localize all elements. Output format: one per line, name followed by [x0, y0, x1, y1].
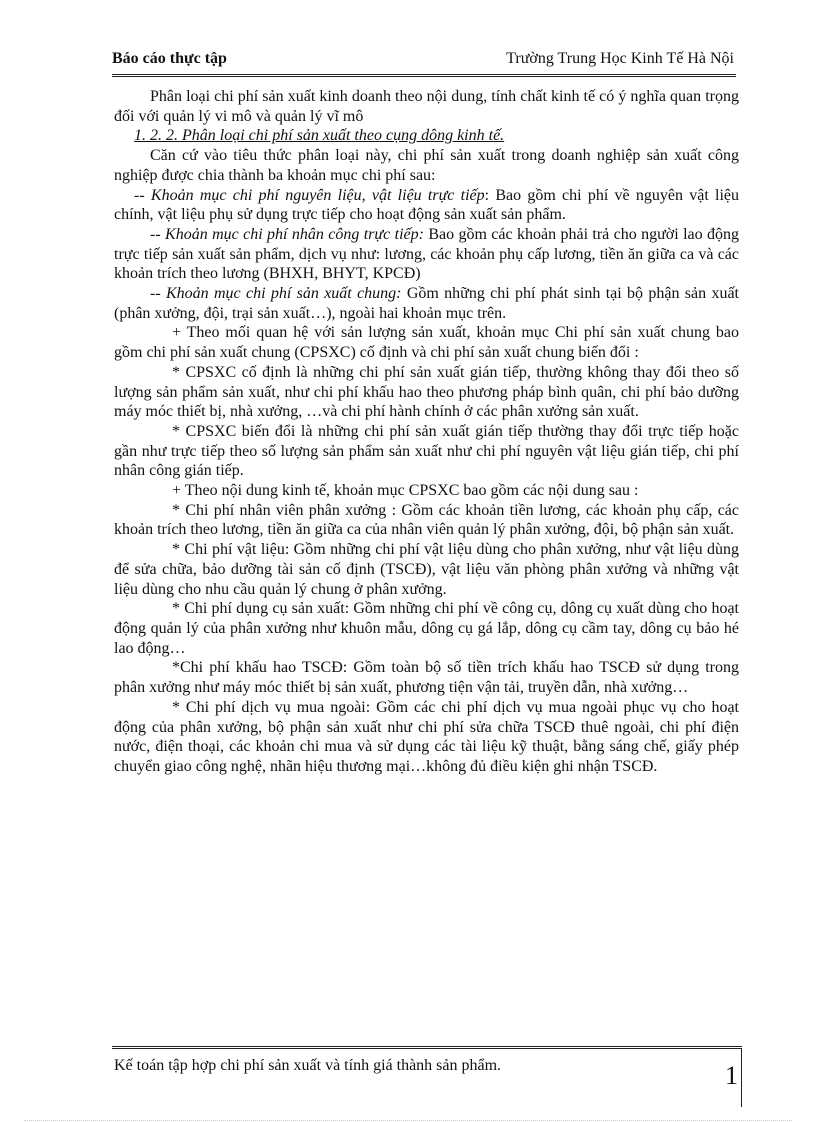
page-header [112, 48, 736, 77]
item-prefix: -- [150, 285, 166, 303]
header-left-title: Báo cáo thực tập [112, 50, 227, 67]
paragraph: + Theo nội dung kinh tế, khoản mục CPSXC bao gồm các nội dung sau : [172, 482, 639, 500]
page-number: 1 [725, 1061, 738, 1090]
list-item [114, 186, 739, 225]
bottom-dotted-rule [24, 1120, 792, 1121]
item-term: Khoản mục chi phí nguyên liệu, vật liệu trực tiếp [150, 186, 485, 204]
footer-text: Kế toán tập hợp chi phí sản xuất và tính giá thành sản phẩm. [114, 1057, 502, 1074]
header-right-title: Trường Trung Học Kinh Tế Hà Nội [506, 50, 734, 67]
paragraph: *Chi phí khấu hao TSCĐ: Gồm toàn bộ số tiền trích khấu hao TSCĐ sử dụng trong phân xưởng như máy móc thiết bị sản xuất, phương tiện vận tải, truyền dẫn, nhà xưởng… [114, 659, 739, 697]
paragraph: Căn cứ vào tiêu thức phân loại này, chi phí sản xuất trong doanh nghiệp sản xuất công nghiệp được chia thành ba khoản mục chi phí sau: [114, 147, 739, 184]
paragraph: * Chi phí nhân viên phân xưởng : Gồm các khoản tiền lương, các khoản phụ cấp, các khoản trích theo lương, tiền ăn giữa ca của nhân viên quản lý phân xưởng, đội, bộ phận sản xuất. [114, 501, 739, 539]
list-item [114, 225, 739, 284]
item-text: : Bao gồm chi phí về nguyên vật liệu chính, vật liệu phụ sử dụng trực tiếp cho hoạt động sản xuất sản phẩm. [114, 186, 740, 224]
paragraph: * Chi phí dịch vụ mua ngoài: Gồm các chi phí dịch vụ mua ngoài phục vụ cho hoạt động của phân xưởng, bộ phận sản xuất như chi phí sửa chữa TSCĐ thuê ngoài, chi phí điện nước, điện thoại, các khoản chi mua và sử dụng các tài liệu kỹ thuật, bằng sáng chế, giấy phép chuyển giao công nghệ, nhãn hiệu thương mại…không đủ điều kiện ghi nhận TSCĐ. [114, 698, 739, 775]
footer-vertical-rule [741, 1049, 742, 1107]
item-text: Gồm những chi phí phát sinh tại bộ phận sản xuất (phân xưởng, đội, trại sản xuất…), ngoài hai khoản mục trên. [114, 285, 740, 322]
paragraph: Phân loại chi phí sản xuất kinh doanh theo nội dung, tính chất kinh tế có ý nghĩa quan trọng đối với quản lý vi mô và quản lý vĩ mô [114, 88, 739, 125]
paragraph: * CPSXC biến đổi là những chi phí sản xuất gián tiếp thường thay đổi trực tiếp hoặc gần như trực tiếp theo số lượng sản phẩm sản xuất như chi phí nguyên vật liệu gián tiếp, chi phí nhân công gián tiếp. [114, 422, 739, 480]
item-prefix: -- [134, 186, 151, 204]
document-body [114, 87, 739, 777]
paragraph: * Chi phí vật liệu: Gồm những chi phí vật liệu dùng cho phân xưởng, như vật liệu dùng để sửa chữa, bảo dưỡng tài sản cố định (TSCĐ), vật liệu văn phòng phân xưởng và những vật liệu dùng cho nhu cầu quản lý chung ở phân xưởng. [114, 541, 739, 598]
paragraph: + Theo mối quan hệ với sản lượng sản xuất, khoản mục Chi phí sản xuất chung bao gồm chi phí sản xuất chung (CPSXC) cố định và chi phí sản xuất chung biến đổi : [114, 324, 739, 362]
page-footer [112, 1046, 742, 1089]
paragraph: * Chi phí dụng cụ sản xuất: Gồm những chi phí về công cụ, dông cụ xuất dùng cho hoạt động quản lý của phân xưởng như khuôn mẫu, dông cụ gá lắp, dông cụ cầm tay, dông cụ bảo hé lao động… [114, 600, 739, 657]
section-heading: 1. 2. 2. Phân loại chi phí sản xuất theo cụng dông kinh tế. [134, 127, 505, 145]
item-text: Bao gồm các khoản phải trả cho người lao động trực tiếp sản xuất sản phẩm, dịch vụ như: lương, các khoản phụ cấp lương, tiền ăn giữa ca và các khoản trích theo lương (BHXH, BHYT, KPCĐ) [114, 225, 740, 283]
paragraph: * CPSXC cố định là những chi phí sản xuất gián tiếp, thường không thay đổi theo số lượng sản phẩm sản xuất, như chi phí khấu hao theo phương pháp bình quân, chi phí bảo dưỡng máy móc thiết bị, nhà xưởng, …và chi phí hành chính ở các phân xưởng sản xuất. [114, 363, 739, 421]
item-term: Khoản mục chi phí sản xuất chung: [166, 285, 402, 303]
item-prefix: -- [150, 225, 166, 243]
list-item [114, 284, 739, 323]
item-term: Khoản mục chi phí nhân công trực tiếp: [165, 225, 424, 243]
